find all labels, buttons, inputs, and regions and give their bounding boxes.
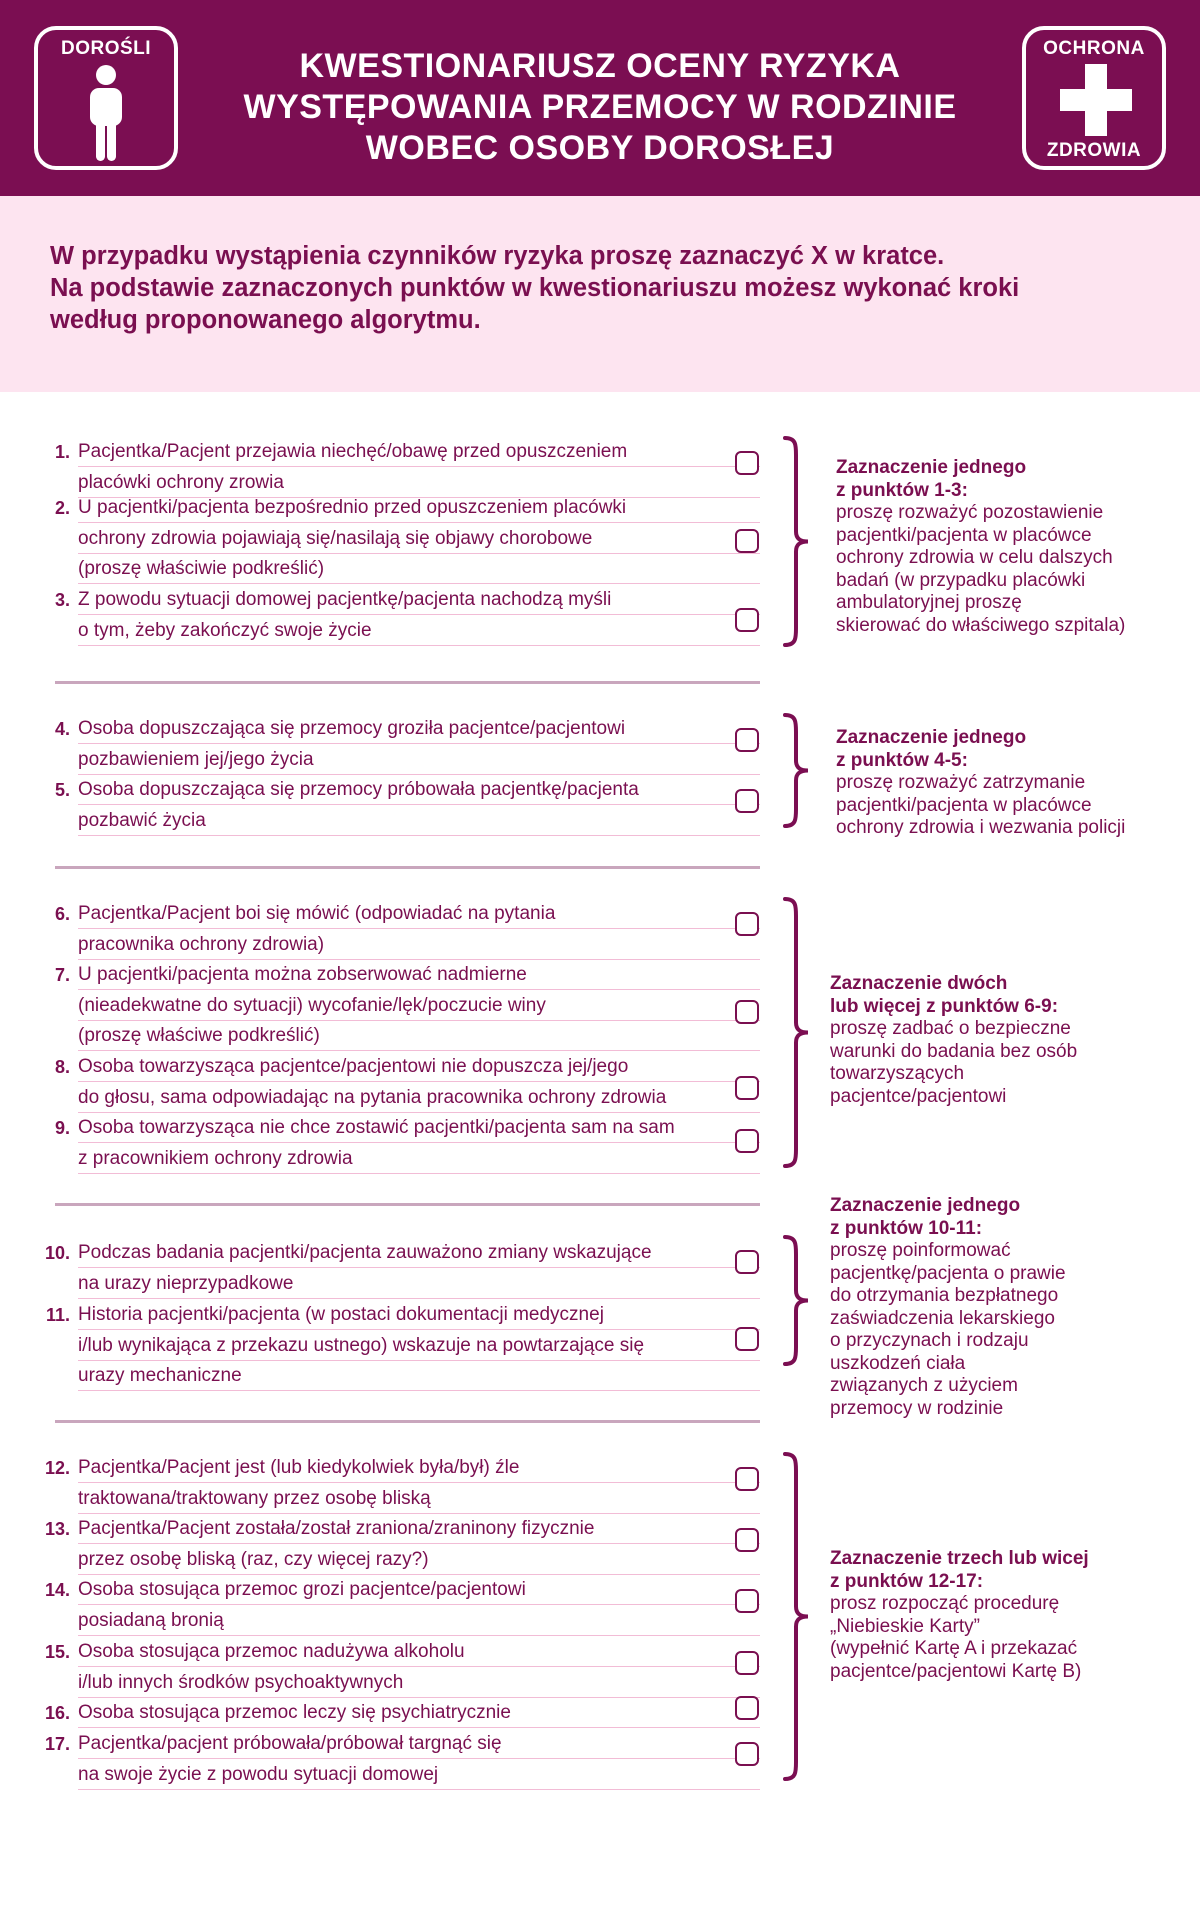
- recommendation-text: proszę zadbać o bezpieczne: [830, 1018, 1071, 1039]
- section-divider: [55, 1420, 760, 1423]
- recommendation-text: przemocy w rodzinie: [830, 1397, 1004, 1419]
- risk-factor-checkbox[interactable]: [735, 1000, 759, 1024]
- recommendation-heading: Zaznaczenie dwóch: [830, 973, 1008, 994]
- item-text-line: z pracownikiem ochrony zdrowia: [78, 1147, 353, 1169]
- recommendation-text: badań (w przypadku placówki: [836, 569, 1086, 591]
- recommendation-heading: z punktów 12-17:: [830, 1570, 984, 1592]
- recommendation-heading: Zaznaczenie jednego: [836, 727, 1027, 748]
- item-text-line: pozbawieniem jej/jego życia: [78, 748, 314, 770]
- recommendation-heading: z punktów 10-11:: [830, 1217, 983, 1239]
- recommendation-text: związanych z użyciem: [830, 1375, 1018, 1396]
- instruction-line: W przypadku wystąpienia czynników ryzyka proszę zaznaczyć X w kratce.: [50, 242, 945, 270]
- recommendation-text: do otrzymania bezpłatnego: [830, 1285, 1059, 1306]
- risk-factor-checkbox[interactable]: [735, 1467, 759, 1491]
- risk-factor-checkbox[interactable]: [735, 608, 759, 632]
- item-underline: [78, 1329, 760, 1330]
- recommendation-heading: Zaznaczenie jednego: [836, 457, 1027, 478]
- item-number: 4.: [54, 719, 70, 739]
- item-text-line: Pacjentka/Pacjent jest (lub kiedykolwiek była/był) źle: [78, 1457, 520, 1478]
- item-underline: [78, 1050, 760, 1051]
- item-underline: [78, 804, 760, 805]
- recommendation-text: proszę poinformować: [830, 1240, 1011, 1261]
- item-text-line: do głosu, sama odpowiadając na pytania pracownika ochrony zdrowia: [78, 1086, 667, 1108]
- recommendation-text: pacjentki/pacjenta w placówce: [836, 524, 1092, 546]
- item-number: 14.: [44, 1580, 70, 1600]
- health-badge-bottom-label: ZDROWIA: [1046, 140, 1142, 161]
- recommendation-heading: Zaznaczenie trzech lub wicej: [830, 1548, 1089, 1569]
- item-number: 13.: [44, 1519, 70, 1539]
- item-underline: [78, 583, 760, 584]
- risk-factor-checkbox[interactable]: [735, 1129, 759, 1153]
- item-underline: [78, 1574, 760, 1575]
- item-text-line: Osoba stosująca przemoc nadużywa alkoholu: [78, 1641, 465, 1662]
- item-text-line: posiadaną bronią: [78, 1609, 224, 1631]
- item-text-line: przez osobę bliską (raz, czy więcej razy?): [78, 1548, 429, 1570]
- item-underline: [78, 1604, 760, 1605]
- item-underline: [78, 466, 760, 467]
- item-underline: [78, 645, 760, 646]
- medical-cross-icon: [1060, 64, 1132, 136]
- risk-factor-checkbox[interactable]: [735, 451, 759, 475]
- item-underline: [78, 614, 760, 615]
- item-text-line: Pacjentka/Pacjent boi się mówić (odpowiadać na pytania: [78, 903, 556, 924]
- item-underline: [78, 835, 760, 836]
- group-brace: [782, 1451, 812, 1782]
- item-underline: [78, 522, 760, 523]
- recommendation-text: (wypełnić Kartę A i przekazać: [830, 1638, 1078, 1659]
- item-text-line: (proszę właściwe podkreślić): [78, 1025, 320, 1047]
- item-text-line: i/lub innych środków psychoaktywnych: [78, 1671, 404, 1693]
- title-line: WOBEC OSOBY DOROSŁEJ: [365, 129, 835, 167]
- recommendation-text: pacjentce/pacjentowi Kartę B): [830, 1660, 1082, 1682]
- item-text-line: na urazy nieprzypadkowe: [78, 1272, 294, 1294]
- item-number: 1.: [54, 442, 70, 462]
- item-number: 12.: [44, 1458, 70, 1478]
- item-underline: [78, 1666, 760, 1667]
- item-text-line: Osoba dopuszczająca się przemocy groziła pacjentce/pacjentowi: [78, 718, 626, 739]
- item-text-line: ochrony zdrowia pojawiają się/nasilają się objawy chorobowe: [78, 527, 593, 549]
- group-brace: [782, 712, 812, 829]
- group-brace: [782, 1234, 812, 1367]
- item-underline: [78, 1360, 760, 1361]
- item-underline: [78, 1635, 760, 1636]
- item-underline: [78, 1482, 760, 1483]
- item-text-line: i/lub wynikająca z przekazu ustnego) wskazuje na powtarzające się: [78, 1334, 645, 1356]
- risk-factor-checkbox[interactable]: [735, 1327, 759, 1351]
- title-line: KWESTIONARIUSZ OCENY RYZYKA: [299, 47, 901, 85]
- item-number: 8.: [54, 1057, 70, 1077]
- item-number: 7.: [54, 965, 70, 985]
- item-underline: [78, 1173, 760, 1174]
- item-number: 3.: [54, 590, 70, 610]
- section-divider: [55, 866, 760, 869]
- section-divider: [55, 1203, 760, 1206]
- group-brace: [782, 896, 812, 1169]
- recommendation-text: warunki do badania bez osób: [830, 1040, 1078, 1062]
- recommendation-text: proszę rozważyć pozostawienie: [836, 502, 1104, 523]
- item-text-line: o tym, żeby zakończyć swoje życie: [78, 619, 372, 641]
- page-title: [200, 46, 1000, 169]
- recommendation-heading: z punktów 1-3:: [836, 479, 968, 501]
- item-text-line: placówki ochrony zrowia: [78, 471, 284, 493]
- item-text-line: Osoba dopuszczająca się przemocy próbowała pacjentkę/pacjenta: [78, 779, 639, 800]
- recommendation-text: pacjentki/pacjenta w placówce: [836, 794, 1092, 816]
- risk-factor-checkbox[interactable]: [735, 789, 759, 813]
- header-banner: [0, 0, 1200, 196]
- item-text-line: urazy mechaniczne: [78, 1365, 242, 1387]
- item-number: 16.: [44, 1703, 70, 1723]
- item-underline: [78, 743, 760, 744]
- instruction-line: Na podstawie zaznaczonych punktów w kwestionariuszu możesz wykonać kroki: [50, 274, 1020, 302]
- section-divider: [55, 681, 760, 684]
- risk-factor-checkbox[interactable]: [735, 1528, 759, 1552]
- recommendation-text: proszę rozważyć zatrzymanie: [836, 772, 1086, 793]
- item-underline: [78, 959, 760, 960]
- group-brace: [782, 435, 812, 648]
- health-protection-badge: [1022, 26, 1166, 170]
- item-number: 11.: [45, 1305, 70, 1325]
- item-number: 10.: [44, 1243, 70, 1263]
- item-text-line: U pacjentki/pacjenta można zobserwować nadmierne: [78, 964, 527, 985]
- item-underline: [78, 1513, 760, 1514]
- recommendation-text: skierować do właściwego szpitala): [836, 614, 1126, 636]
- item-underline: [78, 1543, 760, 1544]
- item-underline: [78, 1727, 760, 1728]
- recommendation-text: ambulatoryjnej proszę: [836, 592, 1022, 613]
- recommendation-text: o przyczynach i rodzaju: [830, 1330, 1029, 1351]
- item-underline: [78, 1267, 760, 1268]
- recommendation-text: „Niebieskie Karty”: [830, 1615, 980, 1637]
- item-text-line: pracownika ochrony zdrowia): [78, 933, 325, 955]
- item-underline: [78, 774, 760, 775]
- item-text-line: Z powodu sytuacji domowej pacjentkę/pacjenta nachodzą myśli: [78, 589, 612, 610]
- item-underline: [78, 1390, 760, 1391]
- item-number: 2.: [54, 498, 70, 518]
- adults-badge-label: DOROŚLI: [60, 38, 152, 59]
- item-number: 5.: [54, 780, 70, 800]
- item-text-line: (proszę właściwie podkreślić): [78, 558, 325, 580]
- recommendation-heading: z punktów 4-5:: [836, 749, 968, 771]
- recommendation-text: ochrony zdrowia i wezwania policji: [836, 817, 1126, 838]
- item-text-line: Pacjentka/Pacjent została/został zraniona/zraninony fizycznie: [78, 1518, 595, 1539]
- recommendation-text: pacjentce/pacjentowi: [830, 1085, 1007, 1107]
- item-text-line: Osoba towarzysząca pacjentce/pacjentowi nie dopuszcza jej/jego: [78, 1056, 629, 1077]
- item-underline: [78, 1142, 760, 1143]
- item-underline: [78, 1112, 760, 1113]
- item-text-line: Osoba stosująca przemoc grozi pacjentce/pacjentowi: [78, 1579, 526, 1600]
- item-text-line: U pacjentki/pacjenta bezpośrednio przed opuszczeniem placówki: [78, 497, 627, 518]
- item-underline: [78, 553, 760, 554]
- instructions-panel: [0, 196, 1200, 392]
- health-badge-top-label: OCHRONA: [1043, 38, 1145, 59]
- item-text-line: Podczas badania pacjentki/pacjenta zauważono zmiany wskazujące: [78, 1242, 652, 1263]
- recommendation-text: towarzyszących: [830, 1063, 965, 1084]
- recommendation-text: pacjentkę/pacjenta o prawie: [830, 1262, 1066, 1284]
- recommendation-text: prosz rozpocząć procedurę: [830, 1593, 1060, 1614]
- item-number: 9.: [54, 1118, 70, 1138]
- item-text-line: Osoba stosująca przemoc leczy się psychiatrycznie: [78, 1702, 511, 1723]
- recommendation-text: zaświadczenia lekarskiego: [830, 1307, 1055, 1329]
- item-underline: [78, 989, 760, 990]
- item-text-line: Historia pacjentki/pacjenta (w postaci dokumentacji medycznej: [78, 1304, 604, 1325]
- item-text-line: traktowana/traktowany przez osobę bliską: [78, 1487, 431, 1509]
- item-number: 15.: [44, 1642, 70, 1662]
- item-number: 6.: [54, 904, 70, 924]
- item-text-line: na swoje życie z powodu sytuacji domowej: [78, 1763, 439, 1785]
- item-underline: [78, 1020, 760, 1021]
- item-underline: [78, 1758, 760, 1759]
- recommendation-text: uszkodzeń ciała: [830, 1352, 966, 1374]
- risk-factor-checkbox[interactable]: [735, 529, 759, 553]
- risk-factor-checkbox[interactable]: [735, 1742, 759, 1766]
- risk-factor-checkbox[interactable]: [735, 912, 759, 936]
- item-text-line: pozbawić życia: [78, 809, 206, 831]
- item-text-line: Osoba towarzysząca nie chce zostawić pacjentki/pacjenta sam na sam: [78, 1117, 675, 1138]
- recommendation-text: ochrony zdrowia w celu dalszych: [836, 547, 1113, 568]
- item-underline: [78, 1789, 760, 1790]
- risk-factor-checkbox[interactable]: [735, 1250, 759, 1274]
- item-underline: [78, 1298, 760, 1299]
- risk-factor-checkbox[interactable]: [735, 728, 759, 752]
- recommendation-heading: Zaznaczenie jednego: [830, 1195, 1021, 1216]
- risk-factor-checkbox[interactable]: [735, 1076, 759, 1100]
- item-text-line: Pacjentka/Pacjent przejawia niechęć/obawę przed opuszczeniem: [78, 441, 628, 462]
- item-text-line: (nieadekwatne do sytuacji) wycofanie/lęk/poczucie winy: [78, 994, 546, 1016]
- risk-factor-checkbox[interactable]: [735, 1696, 759, 1720]
- adults-badge: [34, 26, 178, 170]
- risk-factor-checkbox[interactable]: [735, 1651, 759, 1675]
- instruction-line: według proponowanego algorytmu.: [50, 306, 481, 334]
- item-underline: [78, 928, 760, 929]
- item-underline: [78, 1697, 760, 1698]
- item-number: 17.: [44, 1734, 70, 1754]
- title-line: WYSTĘPOWANIA PRZEMOCY W RODZINIE: [243, 88, 957, 126]
- recommendation-heading: lub więcej z punktów 6-9:: [830, 995, 1059, 1017]
- adult-person-icon: [86, 64, 126, 164]
- risk-factor-checkbox[interactable]: [735, 1589, 759, 1613]
- item-text-line: Pacjentka/pacjent próbowała/próbował targnąć się: [78, 1733, 502, 1754]
- item-underline: [78, 1081, 760, 1082]
